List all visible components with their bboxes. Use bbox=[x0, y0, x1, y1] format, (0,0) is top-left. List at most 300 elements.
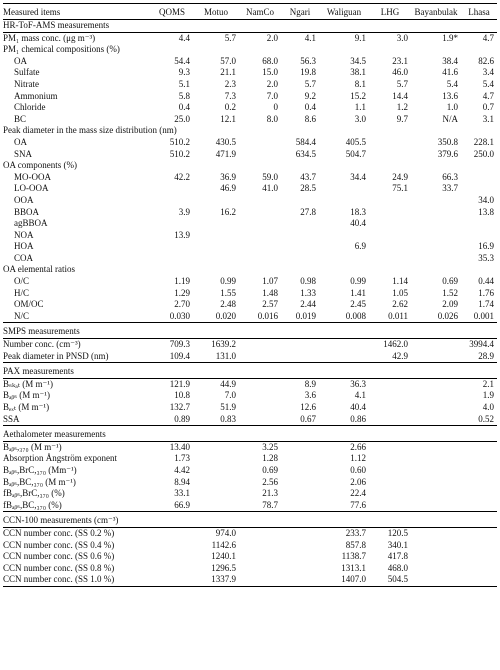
table-cell: 12.1 bbox=[220, 113, 236, 124]
table-cell: 43.7 bbox=[300, 171, 316, 182]
table-cell bbox=[319, 183, 369, 195]
table-row bbox=[3, 44, 497, 56]
table-cell bbox=[369, 241, 411, 253]
table-cell: 75.1 bbox=[392, 183, 408, 194]
table-cell bbox=[151, 160, 193, 172]
table-cell: 228.1 bbox=[473, 136, 494, 147]
table-cell: 78.7 bbox=[262, 499, 278, 510]
header-label: Measured items bbox=[3, 4, 151, 20]
header-site: Motuo bbox=[193, 4, 239, 20]
table-cell: 0.99 bbox=[220, 276, 236, 287]
table-cell bbox=[193, 218, 239, 230]
table-cell bbox=[239, 264, 281, 276]
table-cell: 42.2 bbox=[174, 171, 190, 182]
table-cell bbox=[461, 172, 497, 184]
table-cell: 1.0 bbox=[446, 102, 458, 113]
section-header bbox=[3, 326, 497, 338]
table-row bbox=[3, 91, 497, 103]
table-row bbox=[3, 299, 497, 311]
table-cell: 4.0 bbox=[482, 402, 494, 412]
table-cell bbox=[281, 44, 319, 56]
row-label: H/C bbox=[14, 287, 30, 298]
table-row bbox=[3, 67, 497, 79]
table-cell bbox=[369, 137, 411, 149]
table-cell bbox=[411, 390, 461, 402]
table-cell: 131.0 bbox=[215, 350, 236, 361]
table-cell bbox=[461, 230, 497, 242]
table-cell: 27.8 bbox=[300, 206, 316, 217]
table-cell: 0.69 bbox=[442, 276, 458, 287]
table-cell: 634.5 bbox=[295, 148, 316, 159]
table-cell: 340.1 bbox=[387, 539, 408, 550]
table-cell: 0.011 bbox=[388, 310, 408, 321]
table-cell bbox=[239, 390, 281, 402]
table-cell bbox=[319, 125, 369, 137]
table-cell: 21.3 bbox=[262, 488, 278, 499]
table-cell: 430.5 bbox=[215, 136, 236, 147]
table-cell bbox=[319, 253, 369, 265]
table-row bbox=[3, 414, 497, 426]
table-cell bbox=[239, 414, 281, 426]
table-cell: 1138.7 bbox=[341, 551, 366, 562]
table-cell: 2.56 bbox=[262, 476, 278, 487]
table-cell: 28.5 bbox=[300, 183, 316, 194]
table-cell bbox=[461, 540, 497, 552]
row-label: Chloride bbox=[14, 102, 46, 113]
table-cell bbox=[281, 527, 319, 539]
table-cell bbox=[281, 241, 319, 253]
table-cell: 22.4 bbox=[350, 488, 366, 499]
table-cell bbox=[239, 195, 281, 207]
table-cell bbox=[411, 218, 461, 230]
table-cell: N/A bbox=[442, 113, 458, 124]
table-cell: 57.0 bbox=[220, 55, 236, 66]
row-label: Nitrate bbox=[14, 78, 39, 89]
table-cell: 504.7 bbox=[345, 148, 366, 159]
header-site: NamCo bbox=[239, 4, 281, 20]
row-label: CCN number conc. (SS 0.8 %) bbox=[3, 562, 115, 573]
table-row bbox=[3, 441, 497, 453]
table-cell: 8.6 bbox=[304, 113, 316, 124]
table-row bbox=[3, 378, 497, 390]
table-cell: 16.9 bbox=[478, 241, 494, 252]
table-cell bbox=[281, 230, 319, 242]
table-cell: 33.1 bbox=[174, 488, 190, 499]
table-cell: 5.7 bbox=[224, 32, 236, 43]
table-cell: 4.42 bbox=[174, 464, 190, 475]
table-cell: 46.9 bbox=[220, 183, 236, 194]
table-cell: 9.1 bbox=[354, 32, 366, 43]
table-row bbox=[3, 527, 497, 539]
row-label: Bₐᵦₛ,BC,₃₇₀ (M m⁻¹) bbox=[3, 476, 76, 487]
row-label: Bₑₓₜ (M m⁻¹) bbox=[3, 402, 50, 412]
table-cell: 7.0 bbox=[266, 90, 278, 101]
table-cell: 77.6 bbox=[350, 499, 366, 510]
table-cell bbox=[151, 264, 193, 276]
table-cell: 13.8 bbox=[478, 206, 494, 217]
section-header bbox=[3, 515, 497, 527]
table-cell bbox=[461, 125, 497, 137]
table-cell bbox=[411, 378, 461, 390]
table-cell: 1.29 bbox=[174, 287, 190, 298]
table-cell: 2.45 bbox=[350, 299, 366, 310]
table-cell: 1.05 bbox=[392, 287, 408, 298]
table-cell: 2.48 bbox=[220, 299, 236, 310]
table-cell: 33.7 bbox=[442, 183, 458, 194]
table-cell bbox=[193, 477, 239, 489]
table-cell bbox=[281, 540, 319, 552]
row-label: Peak diameter in PNSD (nm) bbox=[3, 350, 109, 361]
row-label: OA components (%) bbox=[3, 160, 77, 171]
table-cell bbox=[319, 44, 369, 56]
row-label: Bₐᵦₛ (M m⁻¹) bbox=[3, 390, 50, 401]
table-cell: 0 bbox=[273, 102, 278, 113]
row-label: Bₐᵦₛ,₃₇₀ (M m⁻¹) bbox=[3, 441, 62, 452]
table-cell bbox=[281, 551, 319, 563]
table-cell bbox=[411, 207, 461, 219]
table-cell: 1.73 bbox=[174, 453, 190, 464]
table-cell: 4.7 bbox=[482, 32, 494, 43]
table-row bbox=[3, 339, 497, 351]
table-cell: 13.6 bbox=[442, 90, 458, 101]
table-row bbox=[3, 102, 497, 114]
section-title: PAX measurements bbox=[3, 366, 497, 378]
table-cell: 25.0 bbox=[174, 113, 190, 124]
table-cell: 1.19 bbox=[174, 276, 190, 287]
table-cell bbox=[239, 44, 281, 56]
table-cell: 2.44 bbox=[300, 299, 316, 310]
table-row bbox=[3, 160, 497, 172]
table-cell: 5.4 bbox=[482, 78, 494, 89]
table-cell bbox=[461, 453, 497, 465]
row-label: PM₁ mass conc. (μg m⁻³) bbox=[3, 32, 96, 43]
table-row bbox=[3, 264, 497, 276]
table-cell bbox=[411, 402, 461, 414]
table-cell: 2.0 bbox=[266, 32, 278, 43]
table-cell: 584.4 bbox=[295, 136, 316, 147]
table-row bbox=[3, 551, 497, 563]
table-cell bbox=[461, 218, 497, 230]
table-cell bbox=[281, 563, 319, 575]
table-cell bbox=[369, 441, 411, 453]
table-cell bbox=[461, 44, 497, 56]
row-label: OOA bbox=[14, 194, 34, 205]
table-cell: 38.1 bbox=[350, 67, 366, 78]
table-cell bbox=[411, 414, 461, 426]
table-cell: 56.3 bbox=[300, 55, 316, 66]
table-cell: 38.4 bbox=[442, 55, 458, 66]
table-row bbox=[3, 276, 497, 288]
table-cell: 250.0 bbox=[473, 148, 494, 159]
table-cell bbox=[461, 527, 497, 539]
table-cell bbox=[239, 527, 281, 539]
table-cell bbox=[369, 125, 411, 137]
row-label: fBₐᵦₛ,BC,₃₇₀ (%) bbox=[3, 499, 62, 510]
table-cell bbox=[151, 527, 193, 539]
table-cell bbox=[411, 264, 461, 276]
table-cell: 0.89 bbox=[174, 413, 190, 424]
section-header bbox=[3, 429, 497, 441]
table-cell: 24.9 bbox=[392, 171, 408, 182]
table-cell: 121.9 bbox=[169, 378, 190, 389]
table-cell: 1240.1 bbox=[211, 551, 236, 562]
row-label: HOA bbox=[14, 241, 34, 252]
table-cell: 15.0 bbox=[262, 67, 278, 78]
table-cell bbox=[369, 264, 411, 276]
table-row bbox=[3, 172, 497, 184]
header-site: Bayanbulak bbox=[411, 4, 461, 20]
table-cell: 1.48 bbox=[262, 287, 278, 298]
table-cell: 28.9 bbox=[478, 350, 494, 361]
table-cell: 2.0 bbox=[266, 78, 278, 89]
row-label: CCN number conc. (SS 1.0 %) bbox=[3, 574, 151, 586]
table-cell: 13.9 bbox=[174, 229, 190, 240]
table-cell bbox=[151, 195, 193, 207]
table-cell: 350.8 bbox=[437, 136, 458, 147]
table-cell bbox=[411, 540, 461, 552]
table-cell: 2.09 bbox=[442, 299, 458, 310]
table-cell: 1.76 bbox=[478, 287, 494, 298]
table-cell: 417.8 bbox=[387, 551, 408, 562]
header-site: QOMS bbox=[151, 4, 193, 20]
row-label: SSA bbox=[3, 413, 20, 424]
table-row bbox=[3, 207, 497, 219]
table-cell bbox=[239, 253, 281, 265]
table-cell: 3994.4 bbox=[469, 339, 494, 350]
table-cell: 2.66 bbox=[350, 441, 366, 452]
table-cell: 3.4 bbox=[482, 67, 494, 78]
table-row bbox=[3, 230, 497, 242]
table-cell: 8.0 bbox=[266, 113, 278, 124]
row-label: Number conc. (cm⁻³) bbox=[3, 339, 81, 350]
row-label: BC bbox=[14, 113, 27, 124]
row-label: Absorption Ångström exponent bbox=[3, 453, 117, 464]
table-cell: 3.9 bbox=[178, 206, 190, 217]
table-cell bbox=[151, 44, 193, 56]
table-cell bbox=[281, 125, 319, 137]
table-cell bbox=[411, 527, 461, 539]
table-cell bbox=[193, 500, 239, 512]
table-cell: 0.60 bbox=[350, 464, 366, 475]
table-cell: 4.4 bbox=[178, 32, 190, 43]
table-cell bbox=[239, 149, 281, 161]
header-site: Lhasa bbox=[461, 4, 497, 20]
table-cell: 34.0 bbox=[478, 194, 494, 205]
table-cell: 974.0 bbox=[215, 527, 236, 538]
row-label: LO-OOA bbox=[14, 183, 49, 194]
table-cell: 2.70 bbox=[174, 299, 190, 310]
table-cell bbox=[369, 44, 411, 56]
table-cell: 54.4 bbox=[174, 55, 190, 66]
table-cell: 51.9 bbox=[220, 402, 236, 412]
table-cell: 0.99 bbox=[350, 276, 366, 287]
table-cell: 0.001 bbox=[473, 310, 494, 321]
table-cell: 8.1 bbox=[354, 78, 366, 89]
table-cell bbox=[239, 241, 281, 253]
row-label: NOA bbox=[14, 229, 34, 240]
table-cell: 36.9 bbox=[220, 171, 236, 182]
table-cell bbox=[319, 264, 369, 276]
table-cell bbox=[369, 414, 411, 426]
table-cell bbox=[461, 264, 497, 276]
table-cell: 2.57 bbox=[262, 299, 278, 310]
table-row bbox=[3, 488, 497, 500]
row-label: N/C bbox=[14, 310, 30, 321]
table-cell: 1.41 bbox=[350, 287, 366, 298]
table-cell: 0.44 bbox=[478, 276, 494, 287]
table-cell: 405.5 bbox=[345, 136, 366, 147]
table-cell bbox=[369, 378, 411, 390]
table-cell: 1337.9 bbox=[193, 574, 239, 586]
table-cell bbox=[411, 563, 461, 575]
row-label: Bₛₖₐₜ (M m⁻¹) bbox=[3, 378, 53, 389]
table-cell: 0.52 bbox=[478, 413, 494, 424]
table-cell: 1142.6 bbox=[211, 539, 236, 550]
table-cell: 34.5 bbox=[350, 55, 366, 66]
header-site: Ngari bbox=[281, 4, 319, 20]
section-title: SMPS measurements bbox=[3, 326, 497, 338]
section-title: HR-ToF-AMS measurements bbox=[3, 20, 497, 33]
table-cell: 504.5 bbox=[369, 574, 411, 586]
table-cell bbox=[411, 195, 461, 207]
row-label: fBₐᵦₛ,BrC,₃₇₀ (%) bbox=[3, 488, 65, 499]
table-cell: 44.9 bbox=[220, 378, 236, 389]
table-cell: 1.52 bbox=[442, 287, 458, 298]
section-header bbox=[3, 366, 497, 378]
header-site: Waliguan bbox=[319, 4, 369, 20]
table-cell: 1.07 bbox=[262, 276, 278, 287]
table-cell: 379.6 bbox=[437, 148, 458, 159]
table-cell bbox=[319, 339, 369, 351]
table-cell: 14.4 bbox=[392, 90, 408, 101]
table-cell: 36.3 bbox=[350, 378, 366, 389]
table-cell: 0.2 bbox=[224, 102, 236, 113]
table-cell bbox=[411, 125, 461, 137]
table-cell bbox=[369, 207, 411, 219]
table-cell bbox=[239, 125, 281, 137]
table-cell bbox=[281, 441, 319, 453]
table-cell bbox=[369, 230, 411, 242]
table-cell: 0.020 bbox=[215, 310, 236, 321]
table-cell bbox=[193, 44, 239, 56]
table-cell bbox=[369, 500, 411, 512]
section-header bbox=[3, 20, 497, 33]
table-cell bbox=[239, 574, 281, 586]
table-cell: 19.8 bbox=[300, 67, 316, 78]
table-cell: 66.9 bbox=[174, 499, 190, 510]
table-cell bbox=[319, 195, 369, 207]
table-cell: 0.4 bbox=[304, 102, 316, 113]
table-cell bbox=[411, 500, 461, 512]
table-row bbox=[3, 79, 497, 91]
table-cell: 5.4 bbox=[446, 78, 458, 89]
table-row bbox=[3, 465, 497, 477]
table-cell: 1.33 bbox=[300, 287, 316, 298]
row-label: OA elemental ratios bbox=[3, 264, 75, 275]
table-cell: 13.40 bbox=[169, 441, 190, 452]
table-cell bbox=[151, 218, 193, 230]
table-row bbox=[3, 149, 497, 161]
table-cell bbox=[239, 207, 281, 219]
table-cell bbox=[319, 351, 369, 363]
table-cell: 0.008 bbox=[345, 310, 366, 321]
table-cell bbox=[193, 241, 239, 253]
table-cell bbox=[239, 137, 281, 149]
table-cell bbox=[411, 465, 461, 477]
table-cell bbox=[281, 160, 319, 172]
section-title: Aethalometer measurements bbox=[3, 429, 497, 441]
row-label: OA bbox=[14, 136, 27, 147]
row-label: Bₐᵦₛ,BrC,₃₇₀ (Mm⁻¹) bbox=[3, 464, 77, 475]
table-cell bbox=[461, 563, 497, 575]
table-cell bbox=[239, 339, 281, 351]
table-cell bbox=[239, 160, 281, 172]
table-cell bbox=[151, 540, 193, 552]
table-cell bbox=[369, 253, 411, 265]
measurements-table bbox=[3, 3, 497, 587]
table-cell bbox=[281, 477, 319, 489]
table-cell bbox=[239, 351, 281, 363]
row-label: MO-OOA bbox=[14, 171, 51, 182]
table-cell: 9.3 bbox=[178, 67, 190, 78]
table-cell bbox=[239, 378, 281, 390]
table-cell: 35.3 bbox=[478, 252, 494, 263]
table-row bbox=[3, 351, 497, 363]
table-cell bbox=[281, 195, 319, 207]
row-label: Ammonium bbox=[14, 90, 58, 101]
table-cell bbox=[281, 465, 319, 477]
row-label: Sulfate bbox=[14, 67, 40, 78]
table-cell bbox=[281, 218, 319, 230]
table-cell bbox=[193, 441, 239, 453]
table-cell bbox=[369, 465, 411, 477]
table-cell bbox=[239, 551, 281, 563]
table-cell bbox=[281, 339, 319, 351]
table-cell: 40.4 bbox=[350, 402, 366, 412]
table-cell bbox=[369, 160, 411, 172]
table-cell: 3.0 bbox=[396, 32, 408, 43]
table-cell: 4.1 bbox=[304, 32, 316, 43]
table-cell bbox=[193, 230, 239, 242]
table-cell bbox=[461, 160, 497, 172]
table-cell bbox=[281, 351, 319, 363]
table-row bbox=[3, 125, 497, 137]
table-cell: 6.9 bbox=[354, 241, 366, 252]
table-cell bbox=[461, 183, 497, 195]
table-cell: 46.0 bbox=[392, 67, 408, 78]
table-cell: 510.2 bbox=[169, 136, 190, 147]
row-label: CCN number conc. (SS 0.2 %) bbox=[3, 527, 115, 538]
table-cell: 4.7 bbox=[482, 90, 494, 101]
header-site: LHG bbox=[369, 4, 411, 20]
row-label: CCN number conc. (SS 0.4 %) bbox=[3, 539, 115, 550]
table-cell: 2.3 bbox=[224, 78, 236, 89]
table-cell: 857.8 bbox=[345, 539, 366, 550]
table-row bbox=[3, 288, 497, 300]
table-cell: 3.6 bbox=[304, 390, 316, 401]
table-cell bbox=[239, 218, 281, 230]
table-cell: 4.1 bbox=[354, 390, 366, 401]
table-cell: 1462.0 bbox=[383, 339, 408, 350]
table-cell bbox=[411, 160, 461, 172]
section-title: CCN-100 measurements (cm⁻³) bbox=[3, 515, 497, 527]
table-cell bbox=[193, 125, 239, 137]
table-cell bbox=[193, 160, 239, 172]
table-cell: 66.3 bbox=[442, 171, 458, 182]
table-cell bbox=[411, 477, 461, 489]
table-cell bbox=[151, 183, 193, 195]
table-row bbox=[3, 563, 497, 575]
